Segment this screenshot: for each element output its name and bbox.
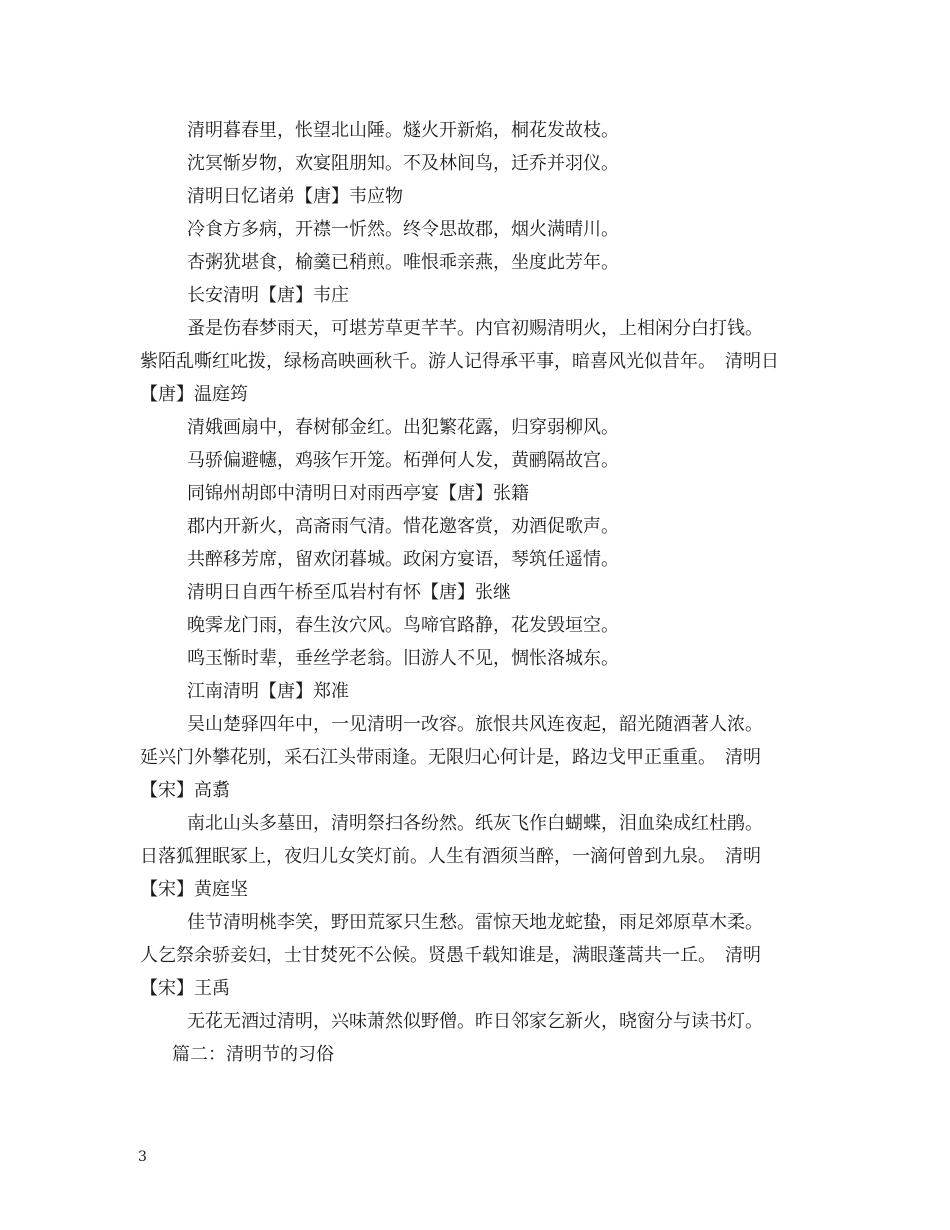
text-line: 【唐】温庭筠 bbox=[140, 384, 248, 405]
text-line: 人乞祭余骄妾妇，士甘焚死不公候。贤愚千载知谁是，满眼蓬蒿共一丘。 清明 bbox=[140, 945, 761, 966]
text-line: 吴山楚驿四年中，一见清明一改容。旅恨共风连夜起，韶光随酒著人浓。 bbox=[187, 714, 763, 735]
poem-title: 同锦州胡郎中清明日对雨西亭宴【唐】张籍 bbox=[187, 483, 529, 504]
poem-title: 清明日忆诸弟【唐】韦应物 bbox=[187, 186, 403, 207]
section-heading: 篇二：清明节的习俗 bbox=[172, 1044, 334, 1065]
poem-title: 长安清明【唐】韦庄 bbox=[187, 285, 349, 306]
text-line: 沈冥惭岁物，欢宴阻朋知。不及林间鸟，迁乔并羽仪。 bbox=[187, 153, 619, 174]
text-line: 清娥画扇中，春树郁金红。出犯繁花露，归穿弱柳风。 bbox=[187, 417, 619, 438]
page-number: 3 bbox=[138, 1149, 147, 1165]
text-line: 清明暮春里，怅望北山陲。燧火开新焰，桐花发故枝。 bbox=[187, 120, 619, 141]
text-line: 【宋】黄庭坚 bbox=[140, 879, 248, 900]
text-line: 马骄偏避幰，鸡骇乍开笼。柘弹何人发，黄鹂隔故宫。 bbox=[187, 450, 619, 471]
text-line: 紫陌乱嘶红叱拨，绿杨高映画秋千。游人记得承平事，暗喜风光似昔年。 清明日 bbox=[140, 351, 779, 372]
text-line: 佳节清明桃李笑，野田荒冢只生愁。雷惊天地龙蛇蛰，雨足郊原草木柔。 bbox=[187, 912, 763, 933]
text-line: 无花无酒过清明，兴味萧然似野僧。昨日邻家乞新火，晓窗分与读书灯。 bbox=[187, 1011, 763, 1032]
text-line: 冷食方多病，开襟一忻然。终令思故郡，烟火满晴川。 bbox=[187, 219, 619, 240]
text-line: 蚤是伤春梦雨天，可堪芳草更芊芊。内官初赐清明火，上相闲分白打钱。 bbox=[187, 318, 763, 339]
text-line: 【宋】高翥 bbox=[140, 780, 230, 801]
text-line: 郡内开新火，高斋雨气清。惜花邀客赏，劝酒促歌声。 bbox=[187, 516, 619, 537]
poem-title: 清明日自西午桥至瓜岩村有怀【唐】张继 bbox=[187, 582, 511, 603]
text-line: 【宋】王禹 bbox=[140, 978, 230, 999]
text-line: 日落狐狸眠冢上，夜归儿女笑灯前。人生有酒须当醉，一滴何曾到九泉。 清明 bbox=[140, 846, 761, 867]
text-line: 共醉移芳席，留欢闭暮城。政闲方宴语，琴筑任遥情。 bbox=[187, 549, 619, 570]
text-line: 鸣玉惭时辈，垂丝学老翁。旧游人不见，惆怅洛城东。 bbox=[187, 648, 619, 669]
poem-title: 江南清明【唐】郑准 bbox=[187, 681, 349, 702]
text-line: 杏粥犹堪食，榆羹已稍煎。唯恨乖亲燕，坐度此芳年。 bbox=[187, 252, 619, 273]
text-line: 延兴门外攀花别，采石江头带雨逢。无限归心何计是，路边戈甲正重重。 清明 bbox=[140, 747, 761, 768]
text-line: 晚霁龙门雨，春生汝穴风。鸟啼官路静，花发毁垣空。 bbox=[187, 615, 619, 636]
text-line: 南北山头多墓田，清明祭扫各纷然。纸灰飞作白蝴蝶，泪血染成红杜鹃。 bbox=[187, 813, 763, 834]
